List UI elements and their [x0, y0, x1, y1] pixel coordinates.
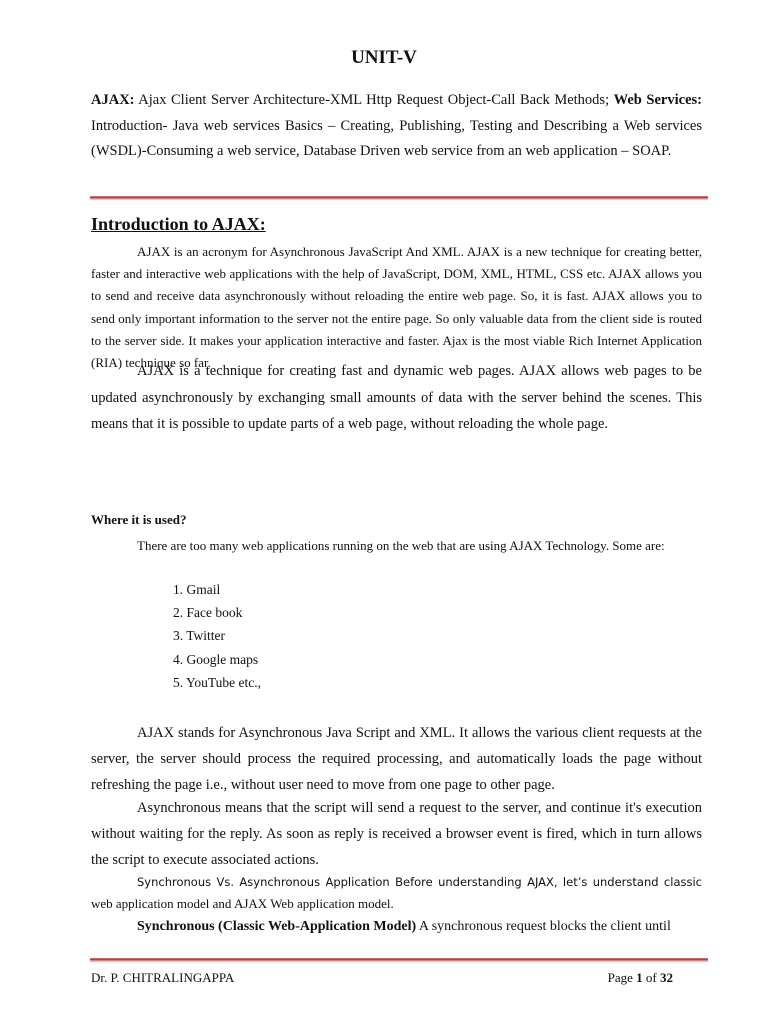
footer-page-number — [608, 970, 673, 986]
list-item: 1. Gmail — [173, 582, 221, 597]
list-item: 2. Face book — [173, 605, 243, 621]
section-heading-where: Where it is used? — [91, 512, 187, 527]
web-services-label: Web Services: — [613, 92, 702, 108]
asynchronous-paragraph: Asynchronous means that the script will send a request to the server, and continue it's execution without waiting for the reply. As soon as reply is received a browser event is fired, which in turn allows the script to execute associated actions. — [91, 800, 702, 868]
list-item: 5. YouTube etc., — [173, 674, 262, 690]
page-prefix: Page — [607, 970, 637, 985]
synchronous-model-label: Synchronous (Classic Web-Application Model) — [137, 919, 417, 934]
intro-paragraph-2: AJAX is a technique for creating fast and dynamic web pages. AJAX allows web pages to be updated asynchronously by exchanging small amounts of data with the server behind the scenes. This means that it is possible to update parts of a web page, without reloading the whole page. — [91, 363, 702, 432]
page-total: 32 — [660, 970, 673, 985]
intro-paragraph-1: AJAX is an acronym for Asynchronous JavaScript And XML. AJAX is a new technique for creating better, faster and interactive web applications with the help of JavaScript, DOM, XML, HTML, CSS etc. AJAX allows you to send and receive data asynchronously without reloading the entire web page. So, it is fast. AJAX allows you to send only important information to the server not the entire page. So only valuable data from the client side is routed to the server side. It makes your application interactive and faster. Ajax is the most viable Rich Internet Application (RIA) technique so far. — [91, 244, 702, 371]
footer-author: Dr. P. CHITRALINGAPPA — [91, 970, 235, 985]
usage-list — [173, 578, 261, 694]
header-divider — [90, 196, 708, 199]
synchronous-model-text: A synchronous request blocks the client until — [416, 919, 671, 934]
page-of: of — [642, 970, 660, 985]
where-paragraph: There are too many web applications running on the web that are using AJAX Technology. Some are: — [137, 538, 665, 553]
sync-vs-async-lead: Synchronous Vs. Asynchronous Application Before understanding AJAX, let’s understand classic — [137, 875, 702, 889]
web-services-topics: Introduction- Java web services Basics – Creating, Publishing, Testing and Describing a Web services (WSDL)-Consuming a web service, Database Driven web service from an web application – SOAP. — [91, 117, 702, 159]
ajax-definition-paragraph: AJAX stands for Asynchronous Java Script and XML. It allows the various client requests at the server, the server should process the required processing, and automatically loads the page without refreshing the page i.e., without user need to move from one page to other page. — [91, 725, 702, 793]
list-item: 4. Google maps — [173, 651, 259, 667]
section-heading-intro: Introduction to AJAX: — [91, 214, 266, 234]
ajax-label: AJAX: — [91, 92, 135, 108]
list-item: 3. Twitter — [173, 628, 226, 644]
footer-divider — [90, 958, 708, 961]
sync-vs-async-paragraph — [91, 871, 702, 915]
ajax-topics: Ajax Client Server Architecture-XML Http Request Object-Call Back Methods; — [134, 92, 614, 108]
synchronous-model-paragraph — [91, 916, 702, 938]
sync-vs-async-rest: web application model and AJAX Web application model. — [91, 896, 394, 911]
page-title: UNIT-V — [351, 47, 417, 68]
syllabus-summary — [91, 88, 702, 165]
page-current: 1 — [636, 970, 643, 985]
